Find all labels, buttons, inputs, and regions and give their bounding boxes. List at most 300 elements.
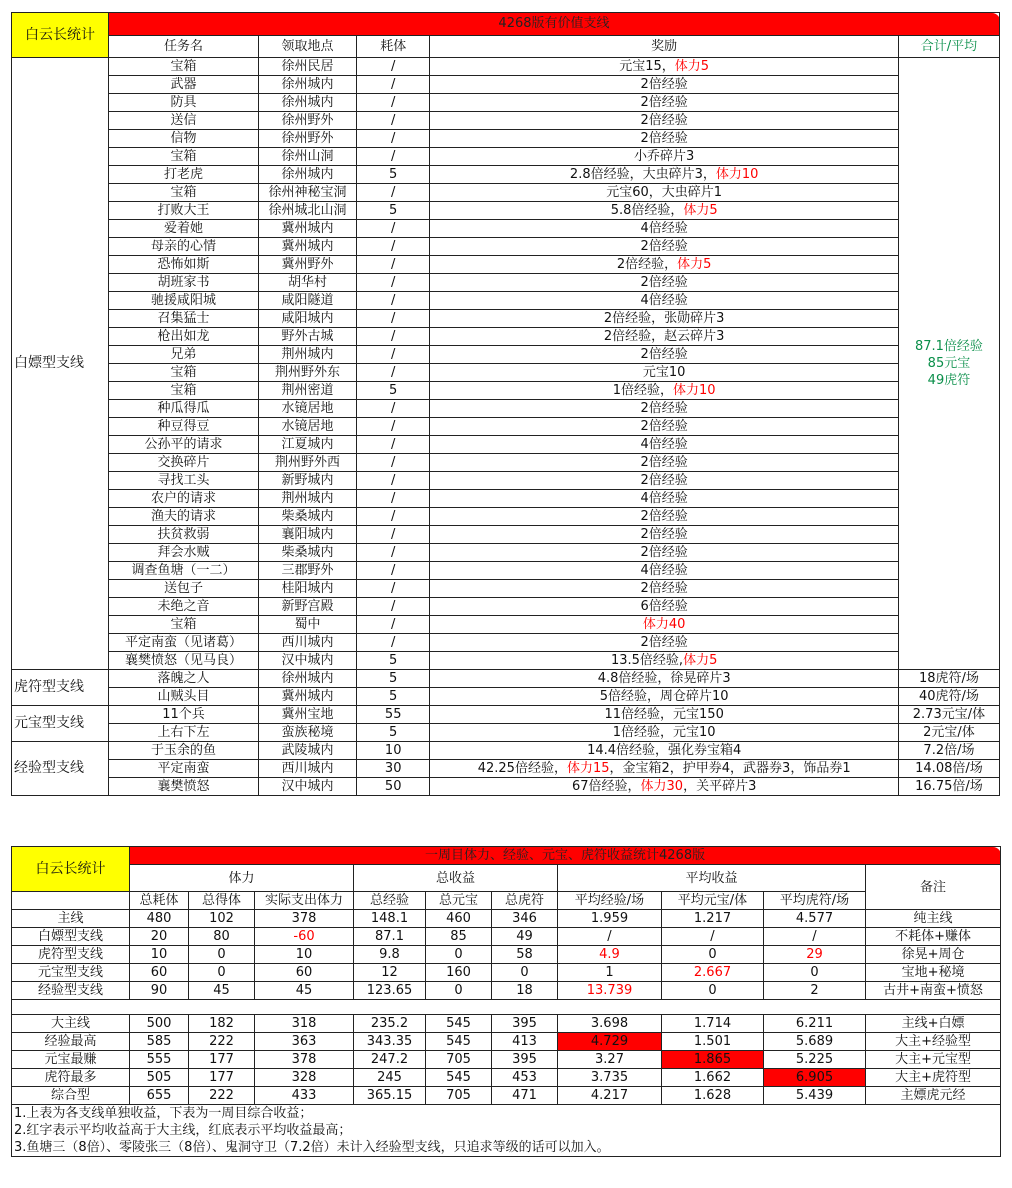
quest-cost: / — [356, 112, 429, 130]
summary-line: 85元宝 — [927, 356, 971, 371]
quest-reward — [430, 76, 898, 94]
reward-text: 13.5倍经验, — [610, 653, 684, 668]
quest-place: 水镜居地 — [258, 418, 356, 436]
group-summary — [898, 58, 999, 670]
row-value: 45 — [255, 982, 354, 1000]
quest-name: 公孙平的请求 — [108, 436, 258, 454]
quest-cost: / — [356, 220, 429, 238]
reward-text: 元宝15， — [619, 59, 675, 74]
row-value: 1.628 — [662, 1087, 764, 1105]
quest-reward — [430, 490, 898, 508]
quest-cost: 50 — [356, 778, 429, 796]
quest-place: 荆州野外西 — [258, 454, 356, 472]
reward-stamina: 体力5 — [674, 59, 710, 74]
quest-name: 召集猛士 — [108, 310, 258, 328]
table-row — [12, 580, 1000, 598]
row-value: 245 — [354, 1069, 426, 1087]
row-value: 0 — [764, 964, 866, 982]
quest-name: 落魄之人 — [108, 670, 258, 688]
table-row — [12, 778, 1000, 796]
row-label: 元宝最赚 — [12, 1051, 130, 1069]
row-value: 5.689 — [764, 1033, 866, 1051]
quest-name: 寻找工头 — [108, 472, 258, 490]
table-row — [12, 670, 1000, 688]
quest-name: 襄樊愤怒 — [108, 778, 258, 796]
quest-place: 徐州城内 — [258, 94, 356, 112]
table-row — [12, 94, 1000, 112]
quest-place: 西川城内 — [258, 634, 356, 652]
table-row — [12, 184, 1000, 202]
table-row — [12, 706, 1000, 724]
quest-cost: / — [356, 454, 429, 472]
quest-place: 水镜居地 — [258, 400, 356, 418]
quest-name: 枪出如龙 — [108, 328, 258, 346]
row-note: 主嫖虎元经 — [866, 1087, 1001, 1105]
table-row — [12, 526, 1000, 544]
reward-text: 11倍经验，元宝150 — [604, 707, 724, 722]
table2-title-row — [12, 847, 1001, 865]
row-value: 5.439 — [764, 1087, 866, 1105]
quest-reward — [430, 634, 898, 652]
quest-place: 冀州城内 — [258, 238, 356, 256]
group-header: 体力 — [130, 865, 354, 892]
quest-place: 冀州城内 — [258, 688, 356, 706]
group-header: 总收益 — [354, 865, 558, 892]
quest-cost: / — [356, 418, 429, 436]
quest-reward — [430, 274, 898, 292]
row-value: 49 — [492, 928, 558, 946]
row-value: 80 — [189, 928, 255, 946]
table-row — [12, 616, 1000, 634]
group-header: 平均收益 — [558, 865, 866, 892]
table-title: 一周目体力、经验、元宝、虎符收益统计4268版 — [130, 847, 1001, 865]
quest-cost: / — [356, 58, 429, 76]
quest-name: 于玉余的鱼 — [108, 742, 258, 760]
row-value: 1.501 — [662, 1033, 764, 1051]
column-header: 合计/平均 — [898, 35, 999, 58]
reward-text: 2倍经验 — [640, 131, 688, 146]
row-label: 综合型 — [12, 1087, 130, 1105]
reward-text: 2倍经验 — [640, 347, 688, 362]
row-value: 378 — [255, 910, 354, 928]
row-value: 29 — [764, 946, 866, 964]
table-row — [12, 256, 1000, 274]
table-row — [12, 148, 1000, 166]
row-value: 87.1 — [354, 928, 426, 946]
table-row — [12, 400, 1000, 418]
reward-text: 42.25倍经验， — [477, 761, 567, 776]
table-row — [12, 328, 1000, 346]
reward-text: 2倍经验 — [640, 545, 688, 560]
row-value: 58 — [492, 946, 558, 964]
sub-header: 总经验 — [354, 892, 426, 910]
row-value: 148.1 — [354, 910, 426, 928]
quest-place: 冀州宝地 — [258, 706, 356, 724]
reward-text: 4倍经验 — [640, 293, 688, 308]
column-header: 任务名 — [108, 35, 258, 58]
quest-place: 桂阳城内 — [258, 580, 356, 598]
quest-place: 冀州野外 — [258, 256, 356, 274]
row-value: 555 — [130, 1051, 189, 1069]
table-title: 4268版有价值支线 — [108, 13, 999, 36]
row-note: 纯主线 — [866, 910, 1001, 928]
row-value: 247.2 — [354, 1051, 426, 1069]
quest-name: 兄弟 — [108, 346, 258, 364]
row-value: 545 — [426, 1033, 492, 1051]
table-row — [12, 1069, 1001, 1087]
quest-cost: / — [356, 76, 429, 94]
quest-name: 山贼头目 — [108, 688, 258, 706]
row-value: 395 — [492, 1015, 558, 1033]
quest-reward — [430, 400, 898, 418]
reward-text: 2倍经验 — [640, 635, 688, 650]
row-value: 500 — [130, 1015, 189, 1033]
reward-text: 2倍经验 — [640, 239, 688, 254]
table1-header-row — [12, 35, 1000, 58]
table-row — [12, 982, 1001, 1000]
row-value: 222 — [189, 1087, 255, 1105]
row-value: 655 — [130, 1087, 189, 1105]
quest-place: 蛮族秘境 — [258, 724, 356, 742]
quest-reward — [430, 778, 898, 796]
quest-reward — [430, 526, 898, 544]
quest-place: 荆州城内 — [258, 490, 356, 508]
table-row — [12, 364, 1000, 382]
row-label: 经验型支线 — [12, 982, 130, 1000]
row-value: 545 — [426, 1015, 492, 1033]
row-value: 222 — [189, 1033, 255, 1051]
table-row — [12, 112, 1000, 130]
table-row — [12, 238, 1000, 256]
row-value: 177 — [189, 1069, 255, 1087]
row-value: 3.27 — [558, 1051, 662, 1069]
row-summary: 2.73元宝/体 — [898, 706, 999, 724]
reward-text: 2倍经验 — [640, 401, 688, 416]
row-value: 235.2 — [354, 1015, 426, 1033]
quest-cost: / — [356, 130, 429, 148]
row-note: 大主+经验型 — [866, 1033, 1001, 1051]
quest-place: 蜀中 — [258, 616, 356, 634]
quest-place: 徐州城内 — [258, 76, 356, 94]
reward-text: 2倍经验 — [640, 113, 688, 128]
footnote: 2.红字表示平均收益高于大主线，红底表示平均收益最高； — [12, 1122, 1001, 1139]
row-value: 45 — [189, 982, 255, 1000]
row-value: 318 — [255, 1015, 354, 1033]
row-summary: 14.08倍/场 — [898, 760, 999, 778]
row-value: 346 — [492, 910, 558, 928]
quest-cost: / — [356, 436, 429, 454]
row-value: 0 — [662, 946, 764, 964]
quest-name: 宝箱 — [108, 616, 258, 634]
category-label: 元宝型支线 — [12, 706, 109, 742]
row-value: 20 — [130, 928, 189, 946]
table-row — [12, 688, 1000, 706]
reward-text: 2倍经验， — [616, 257, 678, 272]
quest-cost: / — [356, 508, 429, 526]
quest-reward — [430, 670, 898, 688]
row-value: 0 — [426, 982, 492, 1000]
row-summary: 18虎符/场 — [898, 670, 999, 688]
row-value: 2.667 — [662, 964, 764, 982]
row-value: 4.9 — [558, 946, 662, 964]
row-value: 585 — [130, 1033, 189, 1051]
table-row — [12, 490, 1000, 508]
quest-place: 徐州野外 — [258, 130, 356, 148]
row-value: / — [764, 928, 866, 946]
row-value: 0 — [662, 982, 764, 1000]
quest-reward — [430, 310, 898, 328]
quest-name: 种豆得豆 — [108, 418, 258, 436]
quest-reward — [430, 58, 898, 76]
row-value: 1.714 — [662, 1015, 764, 1033]
table-row — [12, 346, 1000, 364]
quest-reward — [430, 706, 898, 724]
table-row — [12, 508, 1000, 526]
quest-place: 徐州城北山洞 — [258, 202, 356, 220]
quest-name: 打老虎 — [108, 166, 258, 184]
table-row — [12, 760, 1000, 778]
quest-name: 襄樊愤怒（见马良） — [108, 652, 258, 670]
summary-line: 87.1倍经验 — [914, 339, 983, 354]
row-value: 13.739 — [558, 982, 662, 1000]
table-row — [12, 598, 1000, 616]
reward-extra: ，关平碎片3 — [683, 779, 757, 794]
table-row — [12, 544, 1000, 562]
row-note: 大主+虎符型 — [866, 1069, 1001, 1087]
note-row — [12, 1122, 1001, 1139]
quest-reward — [430, 94, 898, 112]
row-summary: 16.75倍/场 — [898, 778, 999, 796]
corner-label: 白云长统计 — [12, 847, 130, 892]
row-note: 主线+白嫖 — [866, 1015, 1001, 1033]
quest-cost: / — [356, 526, 429, 544]
quest-place: 三郡野外 — [258, 562, 356, 580]
quest-reward — [430, 760, 898, 778]
reward-text: 2倍经验 — [640, 95, 688, 110]
row-value: 1.217 — [662, 910, 764, 928]
reward-text: 4倍经验 — [640, 437, 688, 452]
row-value: 182 — [189, 1015, 255, 1033]
reward-text: 2倍经验 — [640, 77, 688, 92]
group-header: 备注 — [866, 865, 1001, 910]
row-value: 413 — [492, 1033, 558, 1051]
quest-cost: / — [356, 598, 429, 616]
quest-name: 武器 — [108, 76, 258, 94]
row-value: 343.35 — [354, 1033, 426, 1051]
row-label: 虎符最多 — [12, 1069, 130, 1087]
quest-place: 新野城内 — [258, 472, 356, 490]
row-value: 705 — [426, 1051, 492, 1069]
quest-name: 拜会水贼 — [108, 544, 258, 562]
quest-reward — [430, 562, 898, 580]
quest-reward — [430, 382, 898, 400]
quest-cost: 5 — [356, 724, 429, 742]
quest-name: 上右下左 — [108, 724, 258, 742]
quest-cost: / — [356, 472, 429, 490]
row-value: 363 — [255, 1033, 354, 1051]
table-row — [12, 724, 1000, 742]
quest-place: 徐州野外 — [258, 112, 356, 130]
sub-header: 平均经验/场 — [558, 892, 662, 910]
reward-text: 4倍经验 — [640, 221, 688, 236]
sub-header: 总得体 — [189, 892, 255, 910]
table-row — [12, 58, 1000, 76]
reward-stamina: 体力10 — [715, 167, 759, 182]
row-value: 328 — [255, 1069, 354, 1087]
reward-stamina: 体力5 — [677, 257, 712, 272]
quest-name: 农户的请求 — [108, 490, 258, 508]
reward-text: 5.8倍经验， — [610, 203, 684, 218]
quest-place: 徐州城内 — [258, 670, 356, 688]
quest-place: 柴桑城内 — [258, 544, 356, 562]
row-value: 10 — [255, 946, 354, 964]
sub-header: 总耗体 — [130, 892, 189, 910]
quest-cost: / — [356, 562, 429, 580]
quest-reward — [430, 220, 898, 238]
table-row — [12, 1015, 1001, 1033]
reward-text: 1倍经验，元宝10 — [612, 725, 716, 740]
quest-reward — [430, 580, 898, 598]
quest-name: 宝箱 — [108, 184, 258, 202]
quest-cost: / — [356, 148, 429, 166]
row-label: 经验最高 — [12, 1033, 130, 1051]
note-row — [12, 1139, 1001, 1157]
row-value: 378 — [255, 1051, 354, 1069]
quest-name: 宝箱 — [108, 148, 258, 166]
row-value: 177 — [189, 1051, 255, 1069]
reward-stamina: 体力15 — [566, 761, 610, 776]
quest-place: 汉中城内 — [258, 778, 356, 796]
reward-text: 67倍经验， — [571, 779, 641, 794]
quest-cost: / — [356, 400, 429, 418]
quest-name: 平定南蛮（见诸葛） — [108, 634, 258, 652]
row-value: 460 — [426, 910, 492, 928]
quest-name: 送信 — [108, 112, 258, 130]
table-row — [12, 418, 1000, 436]
quest-cost: / — [356, 94, 429, 112]
reward-text: 1倍经验， — [612, 383, 674, 398]
sub-header: 总元宝 — [426, 892, 492, 910]
quest-reward — [430, 148, 898, 166]
quest-cost: 10 — [356, 742, 429, 760]
quest-reward — [430, 742, 898, 760]
row-value: 60 — [255, 964, 354, 982]
row-summary: 7.2倍/场 — [898, 742, 999, 760]
quest-name: 渔夫的请求 — [108, 508, 258, 526]
row-value: 10 — [130, 946, 189, 964]
row-value: 102 — [189, 910, 255, 928]
table-row — [12, 220, 1000, 238]
quest-reward — [430, 346, 898, 364]
quest-cost: / — [356, 544, 429, 562]
quest-cost: 55 — [356, 706, 429, 724]
quest-name: 打败大王 — [108, 202, 258, 220]
row-label: 主线 — [12, 910, 130, 928]
table-row — [12, 274, 1000, 292]
quest-place: 野外古城 — [258, 328, 356, 346]
quest-place: 襄阳城内 — [258, 526, 356, 544]
quest-reward — [430, 418, 898, 436]
row-value: 160 — [426, 964, 492, 982]
quest-place: 荆州野外东 — [258, 364, 356, 382]
quest-cost: / — [356, 256, 429, 274]
table-row — [12, 76, 1000, 94]
weekly-summary-table-body — [12, 847, 1001, 1157]
row-value: 1.865 — [662, 1051, 764, 1069]
quest-reward — [430, 328, 898, 346]
reward-text: 2倍经验，赵云碎片3 — [603, 329, 725, 344]
row-value: 4.577 — [764, 910, 866, 928]
table-row — [12, 742, 1000, 760]
quest-name: 恐怖如斯 — [108, 256, 258, 274]
quest-reward — [430, 454, 898, 472]
reward-text: 14.4倍经验，强化券宝箱4 — [587, 743, 742, 758]
reward-stamina: 体力10 — [673, 383, 716, 398]
row-value: 0 — [189, 964, 255, 982]
quest-reward — [430, 130, 898, 148]
row-value: 2 — [764, 982, 866, 1000]
quest-name: 交换碎片 — [108, 454, 258, 472]
quest-place: 荆州密道 — [258, 382, 356, 400]
group-header-row — [12, 865, 1001, 892]
quest-place: 江夏城内 — [258, 436, 356, 454]
row-value: 6.905 — [764, 1069, 866, 1087]
quest-reward — [430, 256, 898, 274]
footnote: 1.上表为各支线单独收益，下表为一周目综合收益； — [12, 1105, 1001, 1123]
reward-text: 小乔碎片3 — [634, 149, 695, 164]
quest-cost: 5 — [356, 382, 429, 400]
reward-text: 2倍经验，张勋碎片3 — [603, 311, 725, 326]
row-label: 元宝型支线 — [12, 964, 130, 982]
row-note: 宝地+秘境 — [866, 964, 1001, 982]
row-value: 480 — [130, 910, 189, 928]
weekly-summary-table — [11, 846, 1001, 1157]
spacer-cell — [12, 1000, 1001, 1015]
row-value: 505 — [130, 1069, 189, 1087]
row-value: 4.729 — [558, 1033, 662, 1051]
reward-stamina: 体力30 — [640, 779, 684, 794]
quest-cost: 5 — [356, 670, 429, 688]
table-row — [12, 292, 1000, 310]
table-row — [12, 946, 1001, 964]
table-row — [12, 634, 1000, 652]
row-value: 471 — [492, 1087, 558, 1105]
quest-name: 种瓜得瓜 — [108, 400, 258, 418]
row-value: 0 — [492, 964, 558, 982]
quest-place: 武陵城内 — [258, 742, 356, 760]
footnote: 3.鱼塘三（8倍）、零陵张三（8倍）、鬼洞守卫（7.2倍）未计入经验型支线，只追求等级的话可以加入。 — [12, 1139, 1001, 1157]
reward-text: 2倍经验 — [640, 527, 688, 542]
row-value: 433 — [255, 1087, 354, 1105]
reward-text: 4倍经验 — [640, 491, 688, 506]
reward-text: 5倍经验，周仓碎片10 — [599, 689, 729, 704]
quest-cost: / — [356, 634, 429, 652]
quest-cost: 5 — [356, 166, 429, 184]
table-row — [12, 964, 1001, 982]
row-value: 4.217 — [558, 1087, 662, 1105]
reward-extra: ，金宝箱2，护甲券4，武器券3，饰品券1 — [609, 761, 851, 776]
quest-cost: / — [356, 328, 429, 346]
reward-text: 4倍经验 — [640, 563, 688, 578]
sub-header: 实际支出体力 — [255, 892, 354, 910]
row-note: 古井+南蛮+愤怒 — [866, 982, 1001, 1000]
quest-name: 母亲的心情 — [108, 238, 258, 256]
quest-name: 送包子 — [108, 580, 258, 598]
quest-name: 未绝之音 — [108, 598, 258, 616]
reward-text: 元宝10 — [642, 365, 686, 380]
quest-name: 扶贫救弱 — [108, 526, 258, 544]
quest-place: 胡华村 — [258, 274, 356, 292]
